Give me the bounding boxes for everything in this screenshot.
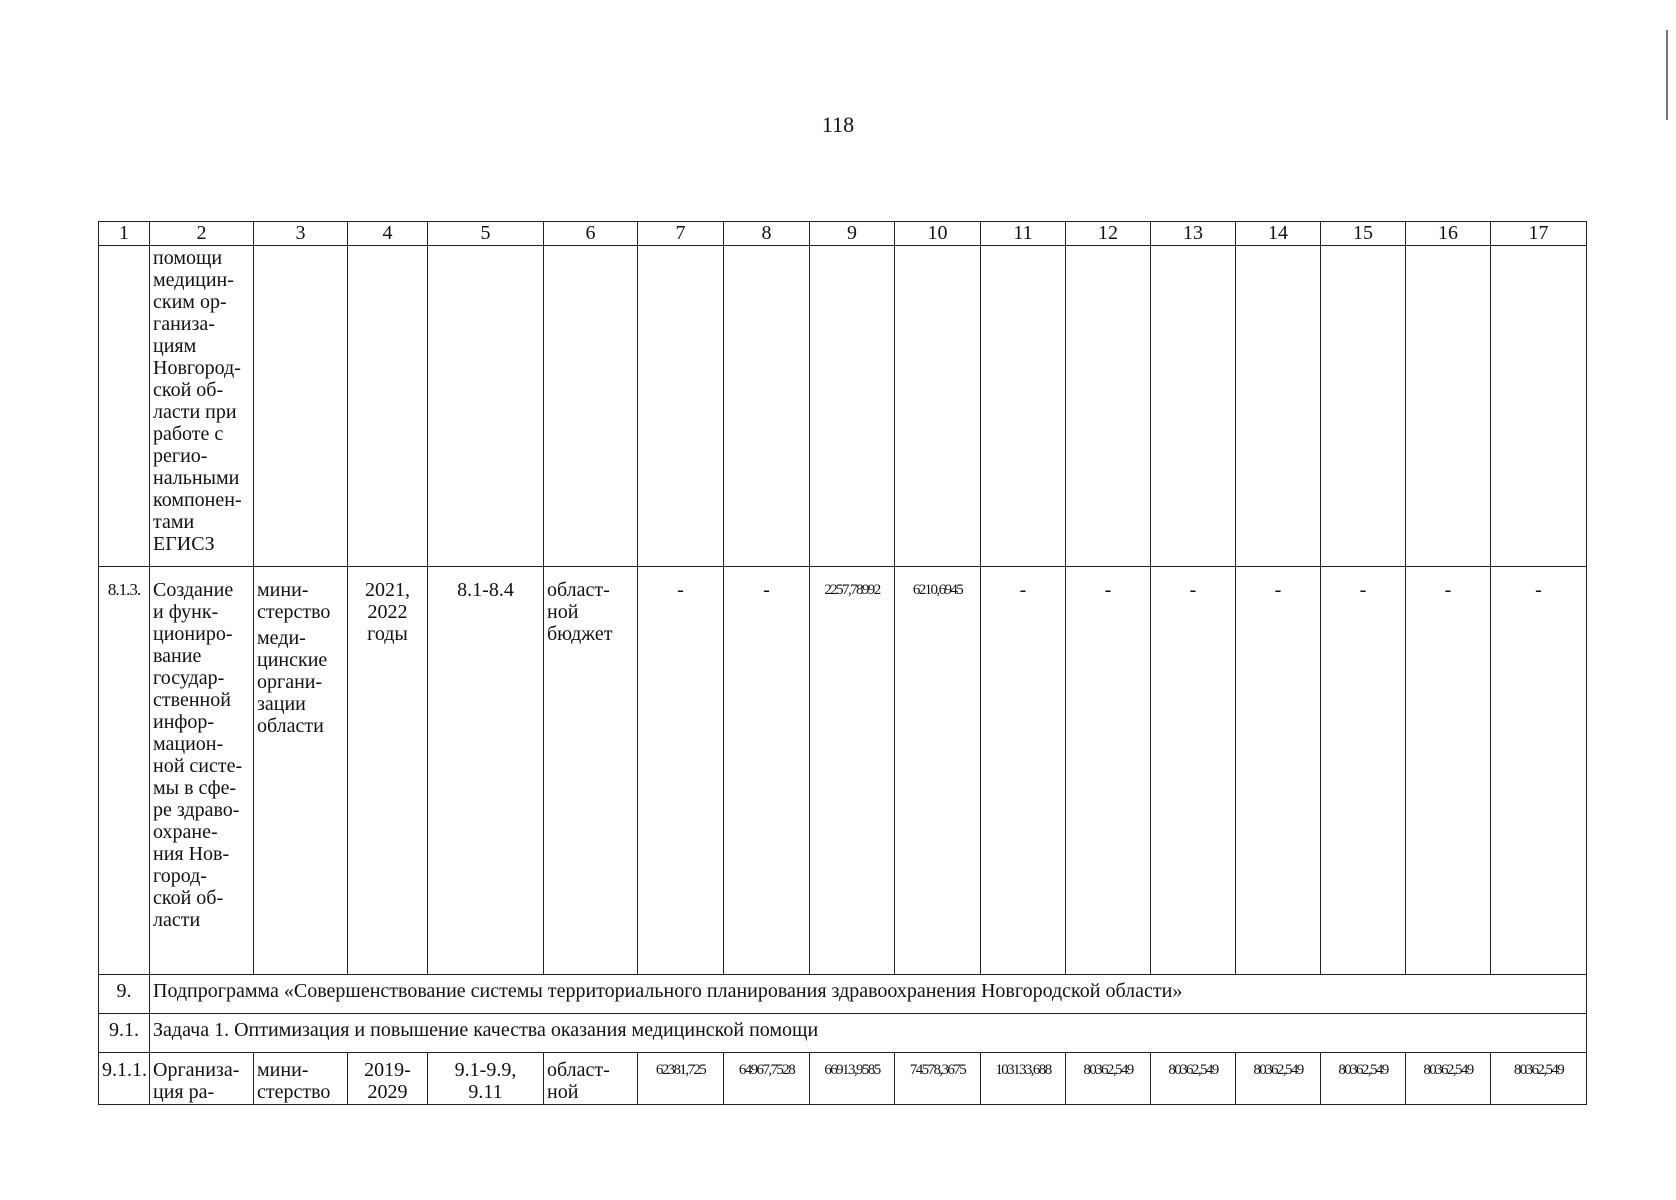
name-line: государ- (153, 667, 225, 689)
value-cell: - (1151, 567, 1236, 975)
header-cell: 3 (254, 222, 348, 246)
header-cell: 11 (981, 222, 1066, 246)
period-line: 2021, (365, 579, 410, 601)
value-cell: - (638, 567, 724, 975)
name-line: медицин- (153, 269, 234, 291)
value-cell: - (1066, 567, 1151, 975)
empty-cell (428, 246, 544, 567)
page-number: 118 (821, 112, 855, 137)
period-line: 2029 (367, 1081, 408, 1103)
header-cell: 13 (1151, 222, 1236, 246)
empty-cell (254, 246, 348, 567)
executor-line: области (257, 715, 324, 737)
value-cell: - (724, 567, 810, 975)
executor-line: стерство (257, 601, 331, 623)
empty-cell (724, 246, 810, 567)
executor-line: меди- (257, 627, 306, 649)
funding-source-cell (544, 1053, 638, 1105)
header-cell: 9 (810, 222, 895, 246)
name-line: компонен- (153, 489, 242, 511)
activity-name-cell (150, 1053, 254, 1105)
table-row-continuation (99, 246, 1587, 567)
name-line: циониро- (153, 623, 233, 645)
value-cell: 80362,549 (1151, 1053, 1236, 1105)
header-cell: 8 (724, 222, 810, 246)
header-cell: 7 (638, 222, 724, 246)
name-line: ственной (153, 689, 231, 711)
name-line: ЕГИСЗ (153, 533, 215, 555)
table-row-9-subprogram (99, 975, 1587, 1014)
header-cell: 14 (1236, 222, 1321, 246)
scan-edge-line (1666, 30, 1668, 120)
empty-cell (981, 246, 1066, 567)
table-row-9-1-1 (99, 1053, 1587, 1105)
target-line: 9.1-9.9, (454, 1059, 517, 1081)
empty-cell (544, 246, 638, 567)
row-number-cell: 9. (99, 975, 150, 1014)
name-line: ским ор- (153, 291, 227, 313)
program-activities-table (98, 221, 1587, 1105)
name-line: регио- (153, 445, 208, 467)
source-line: област- (547, 579, 610, 601)
source-line: ной (547, 601, 579, 623)
executor-line: мини- (257, 1059, 309, 1081)
header-cell: 5 (428, 222, 544, 246)
header-cell: 12 (1066, 222, 1151, 246)
value-cell: - (1236, 567, 1321, 975)
source-line: област- (547, 1059, 610, 1081)
executor-cell (254, 567, 348, 975)
empty-cell (1066, 246, 1151, 567)
name-line: ской об- (153, 379, 224, 401)
table-row-9-1-task (99, 1014, 1587, 1053)
subprogram-title-cell: Подпрограмма «Совершенствование системы территориального планирования здравоохранения Новгородской области» (150, 975, 1587, 1014)
value-cell: 80362,549 (1236, 1053, 1321, 1105)
name-line: нальными (153, 467, 240, 489)
name-line: ния Нов- (153, 843, 230, 865)
executor-line: органи- (257, 671, 323, 693)
header-cell: 10 (895, 222, 981, 246)
empty-cell (1151, 246, 1236, 567)
name-line: мацион- (153, 733, 224, 755)
activity-name-cell (150, 567, 254, 975)
header-cell: 17 (1491, 222, 1587, 246)
value-cell: 80362,549 (1321, 1053, 1406, 1105)
name-line: ласти при (153, 401, 237, 423)
name-line: Организа- (153, 1059, 240, 1081)
value-cell: - (981, 567, 1066, 975)
header-cell: 4 (348, 222, 428, 246)
value-cell: 74578,3675 (895, 1053, 981, 1105)
empty-cell (1406, 246, 1491, 567)
name-line: ной систе- (153, 755, 243, 777)
empty-cell (638, 246, 724, 567)
executor-line: мини- (257, 579, 309, 601)
source-line: ной (547, 1081, 579, 1103)
value-cell: 80362,549 (1066, 1053, 1151, 1105)
value-cell: - (1321, 567, 1406, 975)
period-cell (348, 567, 428, 975)
header-cell: 1 (99, 222, 150, 246)
name-line: циям (153, 335, 197, 357)
name-line: мы в сфе- (153, 777, 237, 799)
header-row (99, 222, 1587, 246)
name-line: тами (153, 511, 195, 533)
name-line: ласти (153, 909, 201, 931)
row-number-cell (99, 246, 150, 567)
table-row-8-1-3 (99, 567, 1587, 975)
activity-name-cell (150, 246, 254, 567)
target-indicators-cell (428, 1053, 544, 1105)
header-cell: 6 (544, 222, 638, 246)
name-line: Новгород- (153, 357, 241, 379)
name-line: работе с (153, 423, 224, 445)
name-line: инфор- (153, 711, 215, 733)
funding-source-cell (544, 567, 638, 975)
value-cell: 103133,688 (981, 1053, 1066, 1105)
target-indicators-cell: 8.1-8.4 (428, 567, 544, 975)
empty-cell (1491, 246, 1587, 567)
header-cell: 16 (1406, 222, 1491, 246)
executor-line: стерство (257, 1081, 331, 1103)
value-cell: 62381,725 (638, 1053, 724, 1105)
value-cell: - (1491, 567, 1587, 975)
executor-line: цинские (257, 649, 328, 671)
source-line: бюджет (547, 623, 613, 645)
name-line: и функ- (153, 601, 219, 623)
period-line: 2022 (367, 601, 408, 623)
value-cell: 66913,9585 (810, 1053, 895, 1105)
empty-cell (810, 246, 895, 567)
name-line: город- (153, 865, 207, 887)
period-cell (348, 1053, 428, 1105)
name-line: ской об- (153, 887, 224, 909)
empty-cell (1236, 246, 1321, 567)
name-line: ганиза- (153, 313, 215, 335)
row-number-cell: 8.1.3. (99, 567, 150, 975)
target-line: 9.11 (468, 1081, 503, 1103)
empty-cell (1321, 246, 1406, 567)
value-cell: 80362,549 (1406, 1053, 1491, 1105)
name-line: охране- (153, 821, 218, 843)
executor-line: зации (257, 693, 306, 715)
period-line: 2019- (364, 1059, 411, 1081)
header-cell: 15 (1321, 222, 1406, 246)
name-line: ция ра- (153, 1081, 215, 1103)
empty-cell (895, 246, 981, 567)
value-cell: 6210,6945 (895, 567, 981, 975)
row-number-cell: 9.1.1. (99, 1053, 150, 1105)
name-line: вание (153, 645, 202, 667)
value-cell: 2257,78992 (810, 567, 895, 975)
name-line: помощи (153, 247, 223, 269)
header-cell: 2 (150, 222, 254, 246)
name-line: Создание (153, 579, 234, 601)
value-cell: 80362,549 (1491, 1053, 1587, 1105)
value-cell: - (1406, 567, 1491, 975)
empty-cell (348, 246, 428, 567)
executor-cell (254, 1053, 348, 1105)
period-line: годы (367, 623, 408, 645)
name-line: ре здраво- (153, 799, 240, 821)
row-number-cell: 9.1. (99, 1014, 150, 1053)
task-title-cell: Задача 1. Оптимизация и повышение качества оказания медицинской помощи (150, 1014, 1587, 1053)
value-cell: 64967,7528 (724, 1053, 810, 1105)
